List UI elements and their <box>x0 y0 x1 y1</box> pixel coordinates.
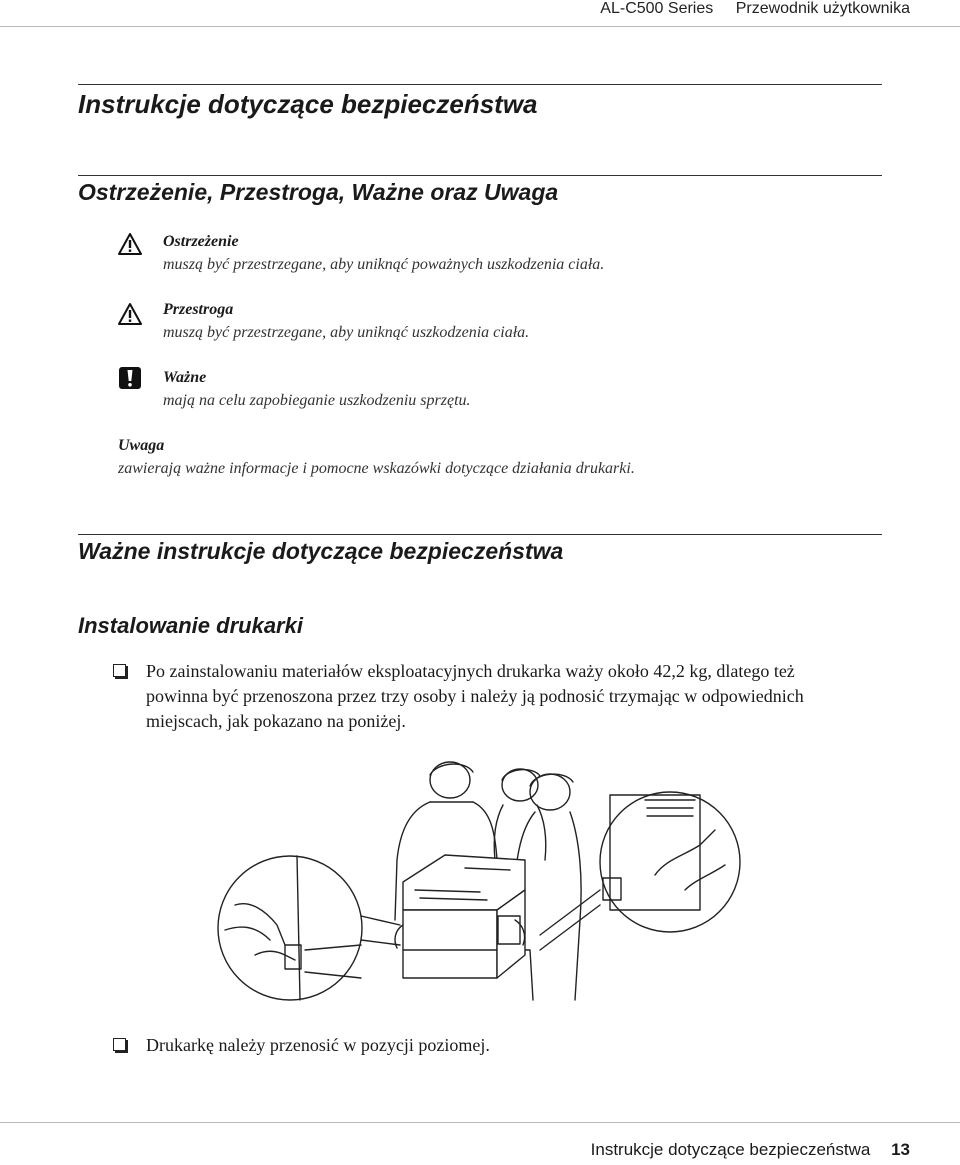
notice-title-caution: Przestroga <box>163 301 234 318</box>
header-product: AL-C500 Series <box>600 0 714 17</box>
header-rule <box>0 26 960 27</box>
bullet-line: powinna być przenoszona przez trzy osoby i należy ją podnosić trzymając w odpowiednich <box>146 686 804 706</box>
notice-text-important: mają na celu zapobieganie uszkodzeniu sprzętu. <box>163 392 471 409</box>
carrying-printer-illustration <box>215 750 745 1030</box>
title-rule <box>78 84 882 85</box>
bullet-text-weight <box>146 659 886 734</box>
bullet-line: miejscach, jak pokazano na poniżej. <box>146 711 406 731</box>
bullet-marker <box>113 1038 126 1051</box>
header-doc-title: Przewodnik użytkownika <box>735 0 910 17</box>
running-footer <box>591 1140 910 1160</box>
notice-text-warning: muszą być przestrzegane, aby uniknąć poważnych uszkodzenia ciała. <box>163 256 605 273</box>
section1-heading: Ostrzeżenie, Przestroga, Ważne oraz Uwaga <box>78 179 559 205</box>
notice-title-warning: Ostrzeżenie <box>163 233 239 250</box>
important-exclamation-icon <box>118 366 142 390</box>
notice-title-note: Uwaga <box>118 437 165 454</box>
section2-rule <box>78 534 882 535</box>
running-header <box>582 0 910 18</box>
page-number: 13 <box>891 1140 910 1159</box>
page-title: Instrukcje dotyczące bezpieczeństwa <box>78 89 538 119</box>
caution-triangle-icon <box>118 302 142 326</box>
subsection-heading: Instalowanie drukarki <box>78 613 303 638</box>
bullet-marker <box>113 664 126 677</box>
warning-triangle-icon <box>118 232 142 256</box>
notice-title-important: Ważne <box>163 369 207 386</box>
footer-rule <box>0 1122 960 1123</box>
section1-rule <box>78 175 882 176</box>
bullet-text-horizontal: Drukarkę należy przenosić w pozycji poziomej. <box>146 1035 490 1055</box>
footer-section: Instrukcje dotyczące bezpieczeństwa <box>590 1140 871 1159</box>
bullet-line: Po zainstalowaniu materiałów eksploatacyjnych drukarka waży około 42,2 kg, dlatego też <box>146 661 795 681</box>
notice-text-note: zawierają ważne informacje i pomocne wskazówki dotyczące działania drukarki. <box>118 460 635 477</box>
notice-text-caution: muszą być przestrzegane, aby uniknąć uszkodzenia ciała. <box>163 324 530 341</box>
section2-heading: Ważne instrukcje dotyczące bezpieczeństwa <box>78 538 564 564</box>
